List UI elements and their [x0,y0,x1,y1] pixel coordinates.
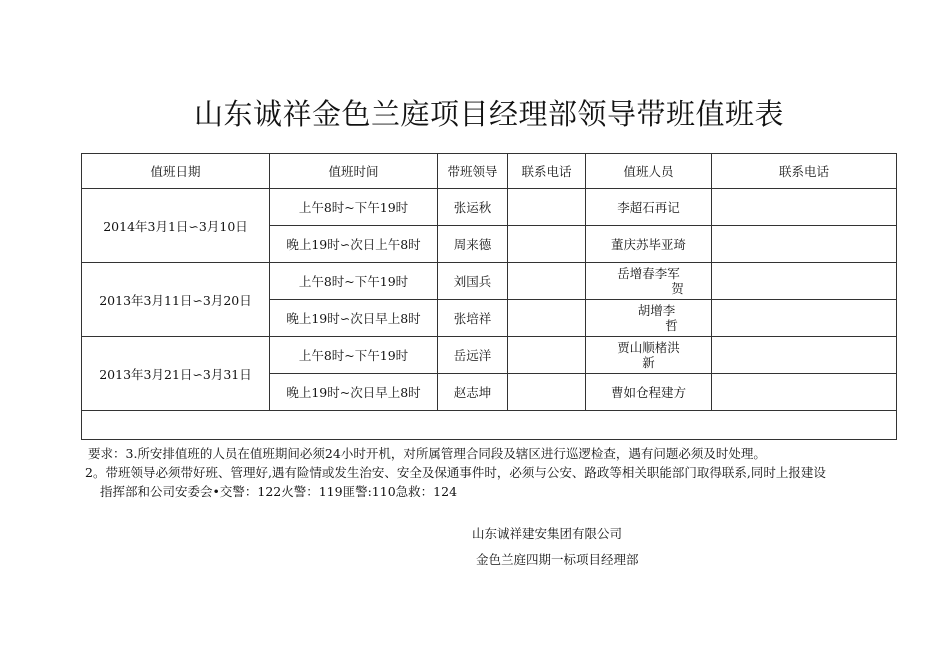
staff-phone-cell [712,300,897,337]
staff-phone-cell [712,374,897,411]
header-staff: 值班人员 [586,154,712,189]
leader-cell: 刘国兵 [438,263,508,300]
time-cell: 上午8时~下午19时 [270,189,438,226]
table-header-row [82,154,897,189]
leader-cell: 周来德 [438,226,508,263]
date-cell: 2014年3月1日∽3月10日 [82,189,270,263]
leader-cell: 岳远洋 [438,337,508,374]
note-line-1: 要求：3.所安排值班的人员在值班期间必须24小时开机，对所属管理合同段及辖区进行巡逻检查，遇有问题必须及时处理。 [88,446,766,461]
signature-company: 山东诚祥建安集团有限公司 [472,526,623,541]
notes-block [85,444,908,501]
staff-line1: 胡增李 [637,303,676,318]
table-row [82,189,897,226]
empty-cell [82,411,897,440]
staff-cell [586,337,712,374]
duty-schedule-table [81,153,897,440]
table-row [82,263,897,300]
time-cell: 晚上19时∽次日早上8时 [270,300,438,337]
staff-line1: 贾山顺楮洪 [617,340,680,355]
time-cell: 上午8时~下午19时 [270,263,438,300]
staff-line2: 哲 [665,318,678,333]
leader-cell: 赵志坤 [438,374,508,411]
header-leader: 带班领导 [438,154,508,189]
phone-cell [508,263,586,300]
time-cell: 晚上19时∽次日上午8时 [270,226,438,263]
page-title: 山东诚祥金色兰庭项目经理部领导带班值班表 [193,97,784,131]
date-cell: 2013年3月11日∽3月20日 [82,263,270,337]
note-line-3: 指挥部和公司安委会•交警：122火警：119匪警:110急救：124 [100,484,458,499]
staff-cell [586,263,712,300]
staff-line1: 岳增春李军 [617,266,680,281]
phone-cell [508,300,586,337]
header-date: 值班日期 [82,154,270,189]
staff-cell: 董庆苏毕亚琦 [586,226,712,263]
header-phone: 联系电话 [508,154,586,189]
leader-cell: 张培祥 [438,300,508,337]
phone-cell [508,374,586,411]
phone-cell [508,337,586,374]
time-cell: 上午8时~下午19时 [270,337,438,374]
phone-cell [508,226,586,263]
signature-department: 金色兰庭四期一标项目经理部 [476,552,639,567]
time-cell: 晚上19时~次日早上8时 [270,374,438,411]
staff-line2: 贺 [671,281,684,296]
phone-cell [508,189,586,226]
table-row [82,337,897,374]
staff-cell: 曹如仓程建方 [586,374,712,411]
header-time: 值班时间 [270,154,438,189]
leader-cell: 张运秋 [438,189,508,226]
staff-phone-cell [712,226,897,263]
header-staff-phone: 联系电话 [712,154,897,189]
staff-phone-cell [712,189,897,226]
staff-phone-cell [712,263,897,300]
staff-cell: 李超石再记 [586,189,712,226]
date-cell: 2013年3月21日∽3月31日 [82,337,270,411]
staff-cell [586,300,712,337]
table-empty-row [82,411,897,440]
staff-line2: 新 [642,355,655,370]
note-line-2: 2。带班领导必须带好班、管理好,遇有险情或发生治安、安全及保通事件时，必须与公安、路政等相关职能部门取得联系,同时上报建设 [85,465,826,480]
staff-phone-cell [712,337,897,374]
